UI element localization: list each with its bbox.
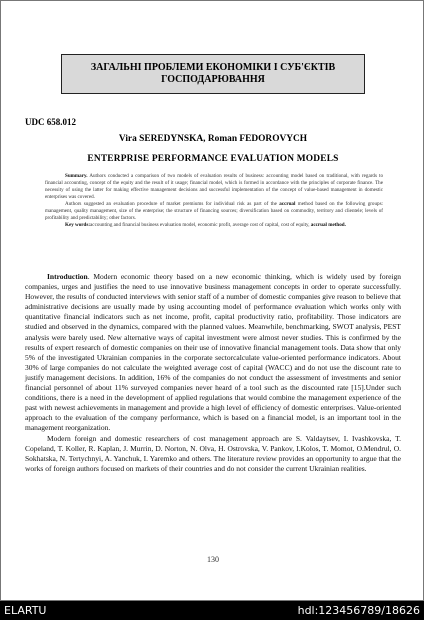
keywords-label: Key words: [65,222,91,228]
article-body [25,272,401,474]
article-authors: Vira SEREDYNSKA, Roman FEDOROVYCH [118,134,308,144]
footer-bar [0,601,424,620]
keywords-paragraph [45,222,383,229]
intro-text: . Modern economic theory based on a new economic thinking, which is widely used by foreign companies, urges and justifies the need to use innovative business management concepts in order to operate successfully. However, the results of conducted interviews with senior staff of a number of domestic companies give reason to believe that administrative decisions are usually made by using accounting model of performance evaluation which works only with quantitative financial indicators such as net income, profit, capital productivity ratio, profitability. Those indicators are studied and observed in the dynamics, compared with the planned values. Meanwhile, benchmarking, SWOT analysis, PEST analysis were barely used. New alternative ways of capital investment were almost never studies. This is confirmed by the results of expert research of domestic companies on their use of innovative financial management tools. Data show that only 5% of the investigated Ukrainian companies in the corporate sectorcalculate value-oriented performance indicators. About 30% of large companies do not calculate the weighted average cost of capital (WACC) and do not use the discount rate to justify management decisions. In addition, 16% of the companies do not conduct the assessment of investments and senior financial personnel of about 11% surveyed companies never heard of a tool such as the discounted rate [15].Under such conditions, there is a need in the development of applied regulations that would combine the management experience of the past with newest achievements in management and provide a high level of efficiency of domestic enterprises. Value-oriented approach to the evaluation of the company performance, which is based on a financial model, is an important tool in the management reorganization. [25,272,401,433]
section-header-box [61,54,365,94]
summary-text-2b: method based on the following groups: management, quality management, size of the enterprise; the structure of financing sources; diversification based on commodity, territory and clientele; levels of profitability and predictability; other factors. [45,201,383,221]
section-title: ЗАГАЛЬНІ ПРОБЛЕМИ ЕКОНОМІКИ І СУБ'ЄКТІВ ГОСПОДАРЮВАННЯ [90,62,336,85]
summary-paragraph-2 [45,201,383,222]
page-number: 130 [207,555,219,564]
summary-label: Summary. [65,173,88,179]
intro-label: Introduction [47,272,88,281]
summary-text: Authors conducted a comparison of two models of evaluation results of business: accounting model based on traditional, with regards to financial accounting, concept of the equity and the result of it usage; financial model, which is formed in accordance with the principles of corporate finance. The necessity of using the latter for making effective management decisions and successful implementation of the concept of value-based management in domestic enterprises was covered. [45,173,383,200]
udc-code: UDC 658.012 [25,117,76,127]
keywords-bold: accrual method. [310,222,346,228]
summary-text-2a: Authors suggested an evaluation procedure of market premiums for individual risk as part of the [65,201,280,207]
summary-paragraph [45,173,383,201]
keywords-text: accounting and financial business evaluation model, economic profit, average cost of capital, cost of equity, [90,222,311,228]
abstract [45,173,383,229]
body-paragraph-2: Modern foreign and domestic researchers of cost management approach are S. Valdaytsev, I. Ivashkovska, T. Copeland, T. Koller, R. Kaplan, J. Murrin, D. Norton, N. Olva, H. Ostrovska, V. Pankov, I.Kolos, T. Momot, O.Mendrul, O. Sokhatska, N. Tertychnyi, A. Yanchuk, I. Yaremko and others. The literature review provides an opportunity to argue that the works of foreign authors focused on markets of their countries and do not consider the current Ukrainian realities. [25,433,401,473]
intro-paragraph [25,272,401,434]
article-title: ENTERPRISE PERFORMANCE EVALUATION MODELS [87,154,339,164]
footer-repository-name: ELARTU [4,604,47,617]
summary-accrual-bold: accrual [279,201,296,207]
footer-handle-link[interactable]: hdl:123456789/18626 [297,604,420,617]
